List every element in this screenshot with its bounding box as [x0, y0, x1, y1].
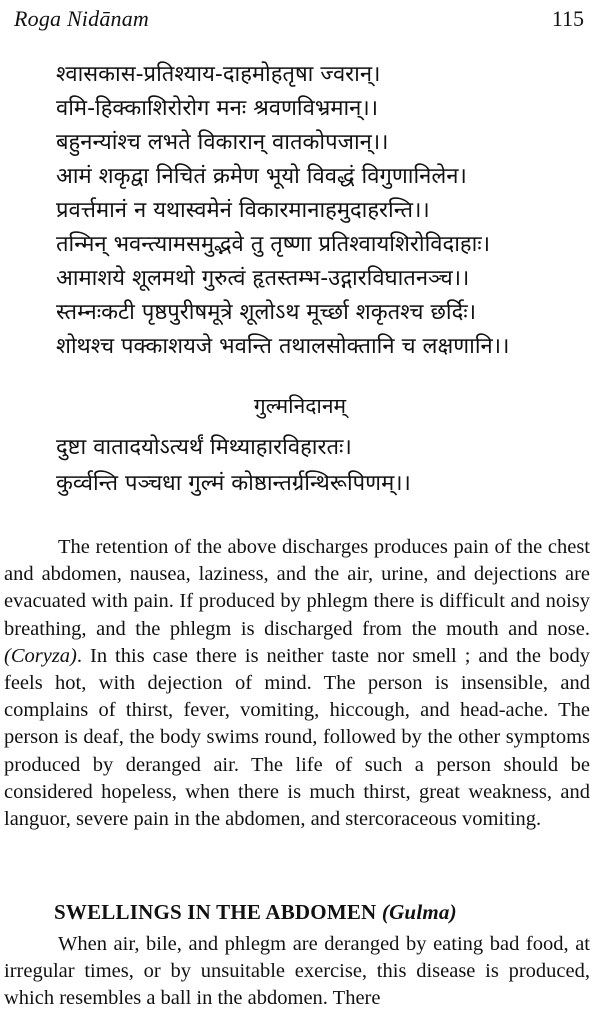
verse-line: प्रवर्त्तमानं न यथास्वमेनं विकारमानाहमुदाहरन्ति।। [56, 198, 430, 223]
verse-line: कुर्व्वन्ति पञ्चधा गुल्मं कोष्ठान्तर्ग्रन्थिरूपिणम्।। [56, 471, 411, 496]
section-heading-text: SWELLINGS IN THE ABDOMEN [54, 900, 382, 924]
running-head: Roga Nidānam [14, 6, 150, 31]
verse-line: वमि-हिक्काशिरोरोग मनः श्रवणविभ्रमान्।। [56, 96, 379, 121]
verse-line: तन्मिन् भवन्त्यामसमुद्भवे तु तृष्णा प्रतिश्वायशिरोविदाहाः। [56, 232, 491, 257]
paragraph-text: When air, bile, and phlegm are deranged by eating bad food, at irregular times, or by unsuitable exercise, this disease is produced, which resembles a ball in the abdomen. There [4, 933, 590, 1010]
sanskrit-verses-block [56, 58, 596, 364]
verse-line: श्वासकास-प्रतिश्याय-दाहमोहतृषा ज्वरान्। [56, 62, 381, 87]
paragraph-text-part: . In this case there is neither taste nor smell ; and the body feels hot, with dejection of mind. The person is insensible, and complains of thirst, fever, vomiting, hiccough, and head-ache. The person is deaf, the body swims round, followed by the other symptoms produced by deranged air. The life of such a person should be considered hopeless, when there is much thirst, great weakness, and languor, severe pain in the abdomen, and stercoraceous vomiting. [4, 644, 590, 831]
paragraph-text-part: The retention of the above discharges produces pain of the chest and abdomen, nausea, laziness, and the air, urine, and dejections are evacuated with pain. If produced by phlegm there is difficult and noisy breathing, and the phlegm is discharged from the mouth and nose. [4, 536, 590, 640]
verse-line: आमाशये शूलमथो गुरुत्वं हृतस्तम्भ-उद्गारविघातनञ्च।। [56, 266, 470, 291]
paragraph-italic-term: (Coryza) [4, 644, 77, 667]
body-paragraph-1 [4, 534, 590, 833]
sanskrit-verses-block-2 [56, 430, 596, 502]
verse-line: आमं शकृद्वा निचितं क्रमेण भूयो विवद्धं विगुणानिलेन। [56, 164, 467, 189]
sanskrit-section-title: गुल्मनिदानम् [253, 394, 347, 418]
verse-line: शोथश्च पक्काशयजे भवन्ति तथालसोक्तानि च लक्षणानि।। [56, 334, 510, 359]
verse-line: दुष्टा वातादयोऽत्यर्थं मिथ्याहारविहारतः। [56, 435, 352, 460]
paragraph-text [4, 534, 590, 833]
verse-line: स्तम्नःकटी पृष्ठपुरीषमूत्रे शूलोऽथ मूर्च्छा शकृतश्च छर्दिः। [56, 300, 477, 325]
page-number: 115 [551, 6, 584, 31]
verse-line: बहुनन्यांश्च लभते विकारान् वातकोपजान्।। [56, 130, 389, 155]
section-heading [54, 900, 457, 925]
section-heading-italic: (Gulma) [381, 900, 457, 924]
body-paragraph-2 [4, 931, 590, 1013]
